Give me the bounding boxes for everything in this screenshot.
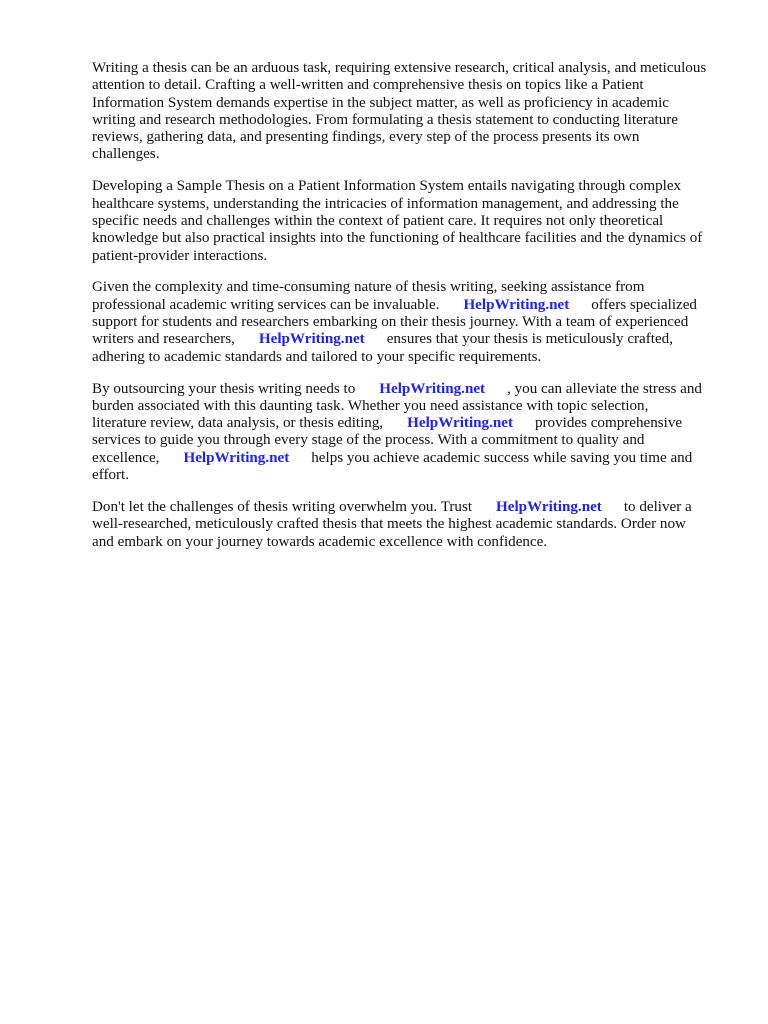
paragraph-outsourcing	[92, 381, 732, 485]
text-line: support for students and researchers embarking on their thesis journey. With a team of experienced	[92, 314, 689, 331]
text-line: and embark on your journey towards academic excellence with confidence.	[92, 533, 548, 550]
line-text: literature review, data analysis, or thesis editing,	[92, 415, 384, 432]
text-line: challenges.	[92, 146, 160, 163]
text-line: adhering to academic standards and tailored to your specific requirements.	[92, 348, 542, 365]
helpwriting-link[interactable]: HelpWriting.net	[496, 498, 602, 515]
paragraph-intro	[92, 60, 732, 164]
line-text: ensures that your thesis is meticulously crafted,	[386, 331, 673, 348]
text-line: Writing a thesis can be an arduous task, requiring extensive research, critical analysis, and meticulous	[92, 60, 707, 76]
text-line	[92, 499, 732, 516]
text-line	[92, 415, 732, 432]
text-line: Information System demands expertise in the subject matter, as well as proficiency in academic	[92, 94, 669, 111]
line-text: to deliver a	[623, 498, 692, 515]
helpwriting-link[interactable]: HelpWriting.net	[379, 380, 486, 397]
text-line: writing and research methodologies. From formulating a thesis statement to conducting literature	[92, 111, 678, 128]
text-line: Given the complexity and time-consuming nature of thesis writing, seeking assistance from	[92, 279, 645, 296]
line-text: Don't let the challenges of thesis writing overwhelm you. Trust	[92, 498, 473, 515]
text-line: reviews, gathering data, and presenting findings, every step of the process presents its own	[92, 129, 640, 146]
text-line: effort.	[92, 467, 130, 484]
helpwriting-link[interactable]: HelpWriting.net	[183, 449, 290, 466]
paragraph-assistance	[92, 279, 732, 365]
line-text: provides comprehensive	[534, 415, 683, 432]
line-text: professional academic writing services can be invaluable.	[92, 296, 440, 313]
paragraph-conclusion	[92, 499, 732, 551]
text-line: Developing a Sample Thesis on a Patient Information System entails navigating through complex	[92, 178, 682, 195]
text-line: services to guide you through every stage of the process. With a commitment to quality and	[92, 432, 645, 449]
line-text: helps you achieve academic success while saving you time and	[311, 449, 693, 466]
helpwriting-link[interactable]: HelpWriting.net	[407, 415, 513, 432]
text-line: patient-provider interactions.	[92, 247, 268, 264]
line-text: excellence,	[92, 449, 160, 466]
text-line: attention to detail. Crafting a well-written and comprehensive thesis on topics like a Patient	[92, 77, 644, 94]
text-line: specific needs and challenges within the context of patient care. It requires not only theoretical	[92, 212, 664, 229]
text-line: well-researched, meticulously crafted thesis that meets the highest academic standards. Order now	[92, 516, 686, 533]
text-line: burden associated with this daunting task. Whether you need assistance with topic selection,	[92, 397, 649, 414]
line-text: offers specialized	[591, 296, 697, 313]
line-text: , you can alleviate the stress and	[507, 380, 702, 397]
document-body	[92, 60, 732, 565]
line-text: writers and researchers,	[92, 331, 235, 348]
text-line	[92, 450, 732, 467]
helpwriting-link[interactable]: HelpWriting.net	[258, 331, 365, 348]
text-line	[92, 331, 732, 348]
text-line	[92, 297, 732, 314]
text-line	[92, 381, 732, 398]
text-line: knowledge but also practical insights into the functioning of healthcare facilities and the dynamics of	[92, 230, 703, 247]
helpwriting-link[interactable]: HelpWriting.net	[463, 296, 570, 313]
line-text: By outsourcing your thesis writing needs to	[92, 380, 356, 397]
text-line: healthcare systems, understanding the intricacies of information management, and addressing the	[92, 195, 679, 212]
paragraph-developing	[92, 178, 732, 264]
